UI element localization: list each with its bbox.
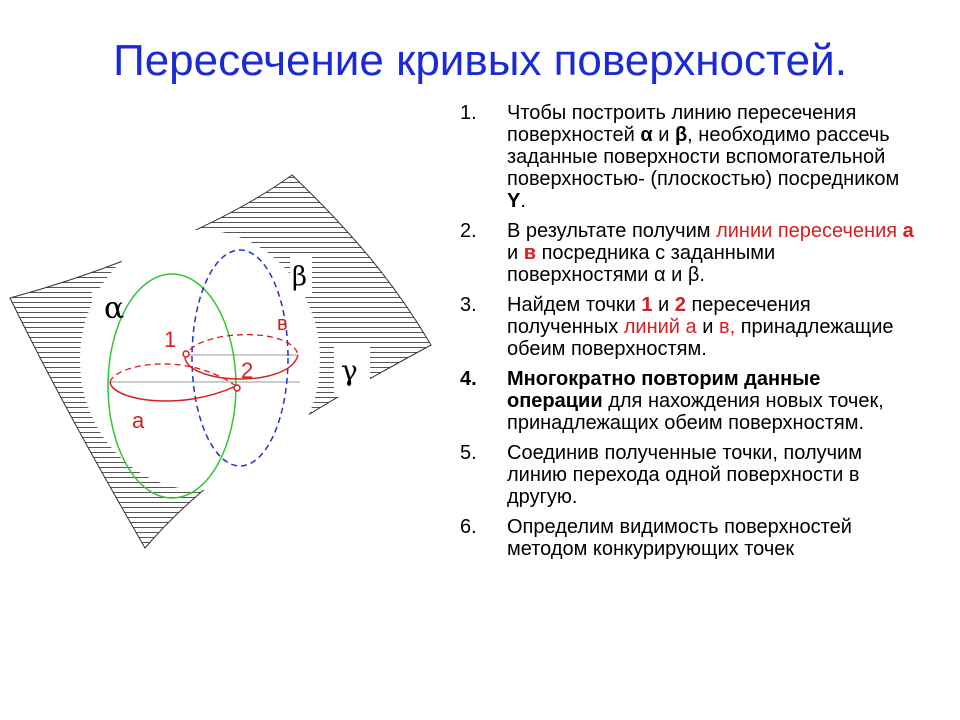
step-text-segment: принадлежащие обеим поверхностям.: [507, 316, 894, 360]
step-text-segment: 2: [674, 294, 686, 316]
step-text-segment: Найдем точки: [507, 294, 642, 316]
step-text-segment: Y: [507, 190, 521, 212]
surfaces-intersection-diagram: [0, 150, 440, 550]
steps-list: [460, 102, 920, 568]
step-text-segment: 1: [641, 294, 653, 316]
step-item: [460, 442, 920, 508]
label-point-1: 1: [164, 327, 177, 352]
step-text-segment: Соединив полученные точки, получим линию перехода одной поверхности в другую.: [507, 442, 862, 508]
step-text-segment: В результате получим: [507, 220, 717, 242]
step-number: 6.: [460, 516, 477, 538]
label-gamma: γ: [341, 354, 358, 387]
step-text-segment: β: [674, 124, 688, 146]
step-text-segment: посредника с заданными поверхностями α и β.: [507, 242, 776, 286]
point-1: [183, 351, 189, 357]
step-text-segment: и: [652, 294, 675, 316]
step-text-segment: в: [523, 242, 537, 264]
label-alpha: α: [104, 291, 125, 326]
step-text: [507, 368, 920, 434]
label-point-2: 2: [241, 358, 254, 383]
label-line-a: а: [132, 408, 145, 433]
step-text-segment: пересечения полученных: [507, 294, 811, 338]
label-beta: β: [292, 262, 308, 292]
step-number: 5.: [460, 442, 477, 464]
step-text-segment: Чтобы построить линию пересечения поверхностей: [507, 102, 857, 146]
step-number: 4.: [460, 368, 477, 390]
step-text-segment: Определим видимость поверхностей методом конкурирующих точек: [507, 516, 852, 560]
step-text-segment: а: [902, 220, 914, 242]
step-item: [460, 516, 920, 560]
label-line-v: в: [277, 313, 288, 335]
step-number: 3.: [460, 294, 477, 316]
step-text-segment: в,: [718, 316, 736, 338]
slide-title: Пересечение кривых поверхностей.: [113, 36, 847, 85]
step-item: [460, 220, 920, 286]
step-text-segment: .: [520, 190, 526, 212]
step-number: 1.: [460, 102, 477, 124]
step-text-segment: Многократно повторим данные операции: [507, 368, 821, 412]
step-text-segment: для нахождения новых точек, принадлежащих обеим поверхностям.: [507, 390, 884, 434]
step-text-segment: и: [507, 242, 524, 264]
step-text: [507, 442, 920, 508]
step-text-segment: и: [652, 124, 675, 146]
step-text-segment: α: [640, 124, 653, 146]
step-text: [507, 220, 920, 286]
step-text-segment: и: [696, 316, 719, 338]
point-2: [234, 385, 240, 391]
step-text-segment: линий а: [623, 316, 697, 338]
step-item: [460, 368, 920, 434]
step-text: [507, 102, 920, 212]
step-item: [460, 102, 920, 212]
step-number: 2.: [460, 220, 477, 242]
step-text-segment: линии пересечения: [716, 220, 903, 242]
step-text-segment: , необходимо рассечь заданные поверхности вспомогательной поверхностью- (плоскостью) посредником: [507, 124, 900, 190]
step-text: [507, 294, 920, 360]
step-item: [460, 294, 920, 360]
step-text: [507, 516, 920, 560]
